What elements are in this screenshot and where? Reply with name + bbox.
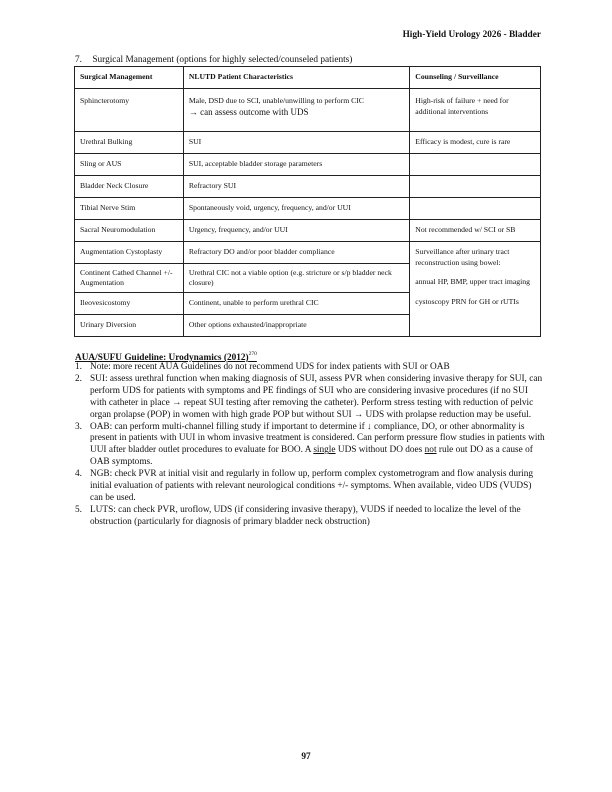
list-item xyxy=(75,422,545,470)
list-text: LUTS: can check PVR, uroflow, UDS (if considering invasive therapy), VUDS if needed to localize the level of the obstruction (particularly for diagnosis of primary bladder neck obstruction) xyxy=(90,504,521,527)
running-header: High-Yield Urology 2026 - Bladder xyxy=(402,30,541,40)
list-text-part: UDS without DO does xyxy=(335,445,425,456)
counseling-cell xyxy=(410,154,541,176)
procedure-cell: Urinary Diversion xyxy=(75,315,184,337)
table-row xyxy=(75,198,541,220)
table-row xyxy=(75,242,541,264)
list-text: SUI: assess urethral function when making diagnosis of SUI, assess PVR when considering invasive therapy for SUI, can perform UDS for patients with symptoms and PE findings of SUI who are considering invasive procedures (if no SUI with catheter in place → repeat SUI testing after removing the catheter). Perform stress testing with reduction of pelvic organ prolapse (POP) in women with high grade POP but without SUI → UDS with prolapse reduction may be useful. xyxy=(90,373,543,420)
surveillance-cell xyxy=(410,242,541,337)
emphasis-underline: single xyxy=(313,445,336,456)
list-text xyxy=(90,422,545,468)
characteristics-cell: Spontaneously void, urgency, frequency, and/or UUI xyxy=(183,198,409,220)
procedure-cell: Urethral Bulking xyxy=(75,132,184,154)
procedure-cell: Tibial Nerve Stim xyxy=(75,198,184,220)
list-text-part: OAB: can perform multi-channel filling study if important to determine if ↓ compliance, DO, or other abnormality is present in patients with UUI in whom invasive treatment is considered. Can perform pressure flow studies in patients with UUI after bladder outlet procedures to evaluate for BOO. A xyxy=(90,421,545,456)
counseling-cell xyxy=(410,176,541,198)
list-text: NGB: check PVR at initial visit and regularly in follow up, perform complex cystometrogram and flow analysis during initial evaluation of patients with relevant neurological conditions +/- symptoms. When available, video UDS (VUDS) can be used. xyxy=(90,469,534,503)
characteristics-cell: Refractory DO and/or poor bladder compliance xyxy=(183,242,409,264)
surgical-management-table xyxy=(74,66,541,337)
emphasis-underline: not xyxy=(424,445,437,456)
procedure-cell: Sphincterotomy xyxy=(75,89,184,132)
characteristics-cell: Continent, unable to perform urethral CIC xyxy=(183,293,409,315)
list-number: 2. xyxy=(75,373,82,384)
procedure-cell: Sling or AUS xyxy=(75,154,184,176)
procedure-cell: Augmentation Cystoplasty xyxy=(75,242,184,264)
surveillance-text: annual HP, BMP, upper tract imaging xyxy=(415,277,530,286)
list-item xyxy=(75,362,545,374)
table-row xyxy=(75,89,541,132)
procedure-cell: Ileovesicostomy xyxy=(75,293,184,315)
counseling-cell: High-risk of failure + need for additional interventions xyxy=(410,89,541,132)
guideline-title-text: AUA/SUFU Guideline: Urodynamics (2012) xyxy=(75,353,249,363)
section-heading xyxy=(75,55,352,65)
list-number: 1. xyxy=(75,362,82,372)
section-number: 7. xyxy=(75,55,82,65)
characteristics-cell: Other options exhausted/inappropriate xyxy=(183,315,409,337)
surveillance-text: Surveillance after urinary tract reconstruction using bowel: xyxy=(415,247,510,267)
procedure-cell: Bladder Neck Closure xyxy=(75,176,184,198)
list-number: 4. xyxy=(75,469,82,480)
characteristics-cell xyxy=(183,89,409,132)
table-row xyxy=(75,176,541,198)
list-item xyxy=(75,469,545,505)
citation-superscript: 270 xyxy=(248,351,257,357)
counseling-cell: Not recommended w/ SCI or SB xyxy=(410,220,541,242)
list-item xyxy=(75,505,545,529)
surveillance-text: cystoscopy PRN for GH or rUTIs xyxy=(415,296,519,306)
list-text-part: rule out DO as a cause of OAB symptoms. xyxy=(90,445,533,468)
characteristics-text: Male, DSD due to SCI, unable/unwilling to perform CIC xyxy=(188,96,364,105)
characteristics-cell: SUI xyxy=(183,132,409,154)
characteristics-cell: SUI, acceptable bladder storage parameters xyxy=(183,154,409,176)
procedure-cell: Continent Cathed Channel +/- Augmentation xyxy=(75,264,184,293)
list-number: 5. xyxy=(75,504,82,515)
list-item xyxy=(75,374,545,422)
table-row xyxy=(75,154,541,176)
counseling-cell xyxy=(410,198,541,220)
table-header-row xyxy=(75,67,541,89)
table-row xyxy=(75,132,541,154)
guideline-list xyxy=(75,362,545,529)
characteristics-cell: Urethral CIC not a viable option (e.g. stricture or s/p bladder neck closure) xyxy=(183,264,409,293)
table-row xyxy=(75,220,541,242)
list-text: Note: more recent AUA Guidelines do not recommend UDS for index patients with SUI or OAB xyxy=(90,362,450,372)
list-number: 3. xyxy=(75,421,82,432)
column-header: NLUTD Patient Characteristics xyxy=(183,67,409,89)
counseling-cell: Efficacy is modest, cure is rare xyxy=(410,132,541,154)
page-number: 97 xyxy=(301,752,311,762)
procedure-cell: Sacral Neuromodulation xyxy=(75,220,184,242)
characteristics-cell: Refractory SUI xyxy=(183,176,409,198)
characteristics-text: → can assess outcome with UDS xyxy=(188,106,309,117)
characteristics-cell: Urgency, frequency, and/or UUI xyxy=(183,220,409,242)
column-header: Counseling / Surveillance xyxy=(410,67,541,89)
section-title: Surgical Management (options for highly selected/counseled patients) xyxy=(92,55,353,65)
column-header: Surgical Management xyxy=(75,67,184,89)
